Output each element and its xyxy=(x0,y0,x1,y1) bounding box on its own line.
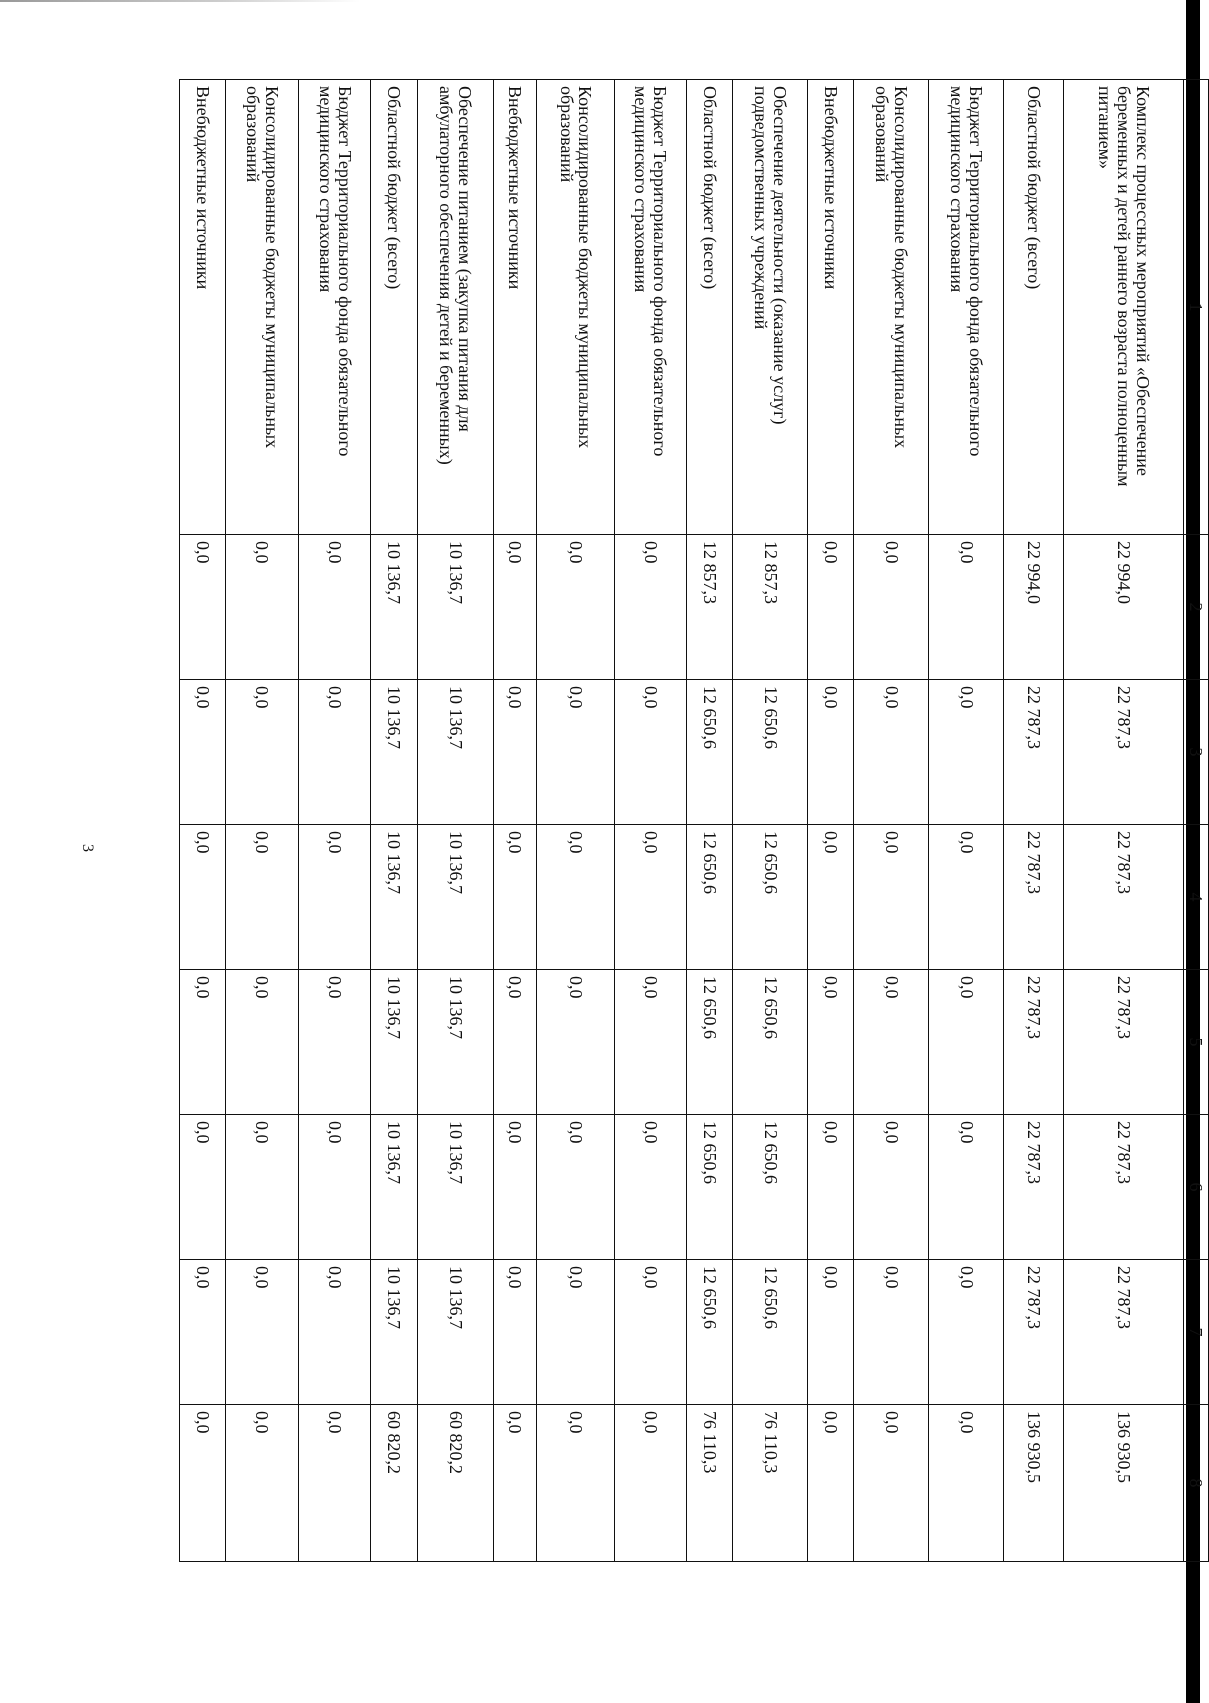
value-cell: 0,0 xyxy=(614,970,687,1115)
value-cell: 0,0 xyxy=(854,825,929,970)
value-cell: 0,0 xyxy=(929,970,1004,1115)
value-cell: 22 787,3 xyxy=(1004,970,1064,1115)
value-cell: 0,0 xyxy=(298,1405,371,1562)
value-cell: 12 650,6 xyxy=(687,825,733,970)
value-cell: 0,0 xyxy=(493,970,537,1115)
header-row xyxy=(1184,80,1209,1562)
value-cell: 136 930,5 xyxy=(1004,1405,1064,1562)
column-header: 3 xyxy=(1184,680,1209,825)
value-cell: 60 820,2 xyxy=(371,1405,417,1562)
value-cell: 0,0 xyxy=(929,825,1004,970)
value-cell: 0,0 xyxy=(226,1405,299,1562)
value-cell: 0,0 xyxy=(180,970,226,1115)
value-cell: 0,0 xyxy=(929,1260,1004,1405)
row-label-cell: Консолидированные бюджеты муниципальных образований xyxy=(537,80,614,535)
value-cell: 0,0 xyxy=(614,680,687,825)
table-row xyxy=(417,80,493,1562)
value-cell: 0,0 xyxy=(854,535,929,680)
value-cell: 0,0 xyxy=(537,535,614,680)
column-header: 8 xyxy=(1184,1405,1209,1562)
value-cell: 0,0 xyxy=(808,680,854,825)
value-cell: 22 787,3 xyxy=(1064,1115,1184,1260)
value-cell: 10 136,7 xyxy=(417,535,493,680)
table-row xyxy=(929,80,1004,1562)
value-cell: 22 787,3 xyxy=(1004,1260,1064,1405)
row-label-cell: Бюджет Территориального фонда обязательного медицинского страхования xyxy=(614,80,687,535)
value-cell: 22 787,3 xyxy=(1004,680,1064,825)
value-cell: 0,0 xyxy=(226,1260,299,1405)
value-cell: 0,0 xyxy=(180,535,226,680)
column-header: 7 xyxy=(1184,1260,1209,1405)
value-cell: 10 136,7 xyxy=(417,1260,493,1405)
value-cell: 0,0 xyxy=(226,535,299,680)
value-cell: 22 787,3 xyxy=(1004,825,1064,970)
table-row xyxy=(733,80,808,1562)
value-cell: 10 136,7 xyxy=(371,825,417,970)
table-row xyxy=(180,80,226,1562)
value-cell: 0,0 xyxy=(614,1115,687,1260)
table-row xyxy=(226,80,299,1562)
row-label-cell: Обеспечение деятельности (оказание услуг) подведомственных учреждений xyxy=(733,80,808,535)
value-cell: 10 136,7 xyxy=(417,970,493,1115)
value-cell: 0,0 xyxy=(226,680,299,825)
value-cell: 0,0 xyxy=(298,1115,371,1260)
column-header: 1 xyxy=(1184,80,1209,535)
value-cell: 10 136,7 xyxy=(371,535,417,680)
value-cell: 76 110,3 xyxy=(733,1405,808,1562)
value-cell: 0,0 xyxy=(808,535,854,680)
value-cell: 0,0 xyxy=(298,825,371,970)
table-row xyxy=(1004,80,1064,1562)
value-cell: 0,0 xyxy=(180,1405,226,1562)
value-cell: 0,0 xyxy=(614,1260,687,1405)
value-cell: 0,0 xyxy=(854,1115,929,1260)
row-label-cell: Областной бюджет (всего) xyxy=(687,80,733,535)
value-cell: 0,0 xyxy=(614,1405,687,1562)
value-cell: 10 136,7 xyxy=(371,1260,417,1405)
value-cell: 0,0 xyxy=(298,680,371,825)
value-cell: 0,0 xyxy=(929,535,1004,680)
value-cell: 0,0 xyxy=(537,1115,614,1260)
value-cell: 12 650,6 xyxy=(733,1260,808,1405)
row-label-cell: Внебюджетные источники xyxy=(808,80,854,535)
value-cell: 22 994,0 xyxy=(1004,535,1064,680)
row-label-cell: Обеспечение питанием (закупка питания для амбулаторного обеспечения детей и беременных) xyxy=(417,80,493,535)
value-cell: 0,0 xyxy=(854,1405,929,1562)
value-cell: 12 650,6 xyxy=(687,970,733,1115)
row-label-cell: Областной бюджет (всего) xyxy=(1004,80,1064,535)
value-cell: 12 857,3 xyxy=(733,535,808,680)
value-cell: 12 650,6 xyxy=(687,680,733,825)
column-header: 4 xyxy=(1184,825,1209,970)
value-cell: 10 136,7 xyxy=(417,680,493,825)
value-cell: 10 136,7 xyxy=(417,825,493,970)
value-cell: 0,0 xyxy=(537,680,614,825)
value-cell: 0,0 xyxy=(929,680,1004,825)
value-cell: 10 136,7 xyxy=(371,970,417,1115)
value-cell: 12 650,6 xyxy=(733,1115,808,1260)
value-cell: 0,0 xyxy=(180,680,226,825)
value-cell: 0,0 xyxy=(614,825,687,970)
table-body xyxy=(180,80,1184,1562)
value-cell: 0,0 xyxy=(493,825,537,970)
table-row xyxy=(493,80,537,1562)
value-cell: 0,0 xyxy=(854,680,929,825)
value-cell: 22 787,3 xyxy=(1004,1115,1064,1260)
table-row xyxy=(808,80,854,1562)
value-cell: 0,0 xyxy=(808,825,854,970)
value-cell: 12 650,6 xyxy=(687,1115,733,1260)
table-row xyxy=(854,80,929,1562)
row-label-cell: Консолидированные бюджеты муниципальных образований xyxy=(854,80,929,535)
value-cell: 60 820,2 xyxy=(417,1405,493,1562)
value-cell: 0,0 xyxy=(929,1115,1004,1260)
value-cell: 10 136,7 xyxy=(371,680,417,825)
page-number: 3 xyxy=(79,844,96,852)
value-cell: 0,0 xyxy=(537,970,614,1115)
value-cell: 0,0 xyxy=(226,825,299,970)
value-cell: 0,0 xyxy=(537,825,614,970)
value-cell: 12 650,6 xyxy=(733,825,808,970)
value-cell: 22 994,0 xyxy=(1064,535,1184,680)
table-row xyxy=(614,80,687,1562)
value-cell: 0,0 xyxy=(614,535,687,680)
value-cell: 0,0 xyxy=(854,970,929,1115)
value-cell: 22 787,3 xyxy=(1064,1260,1184,1405)
value-cell: 0,0 xyxy=(493,1115,537,1260)
value-cell: 12 650,6 xyxy=(733,970,808,1115)
rotated-table-container xyxy=(179,79,1209,1561)
budget-table xyxy=(179,79,1209,1562)
table-row xyxy=(371,80,417,1562)
table-row xyxy=(298,80,371,1562)
row-label-cell: Консолидированные бюджеты муниципальных образований xyxy=(226,80,299,535)
row-label-cell: Внебюджетные источники xyxy=(493,80,537,535)
row-label-cell: Областной бюджет (всего) xyxy=(371,80,417,535)
value-cell: 22 787,3 xyxy=(1064,970,1184,1115)
value-cell: 0,0 xyxy=(808,970,854,1115)
value-cell: 0,0 xyxy=(493,1260,537,1405)
value-cell: 76 110,3 xyxy=(687,1405,733,1562)
value-cell: 0,0 xyxy=(808,1260,854,1405)
value-cell: 10 136,7 xyxy=(371,1115,417,1260)
value-cell: 22 787,3 xyxy=(1064,825,1184,970)
value-cell: 0,0 xyxy=(226,1115,299,1260)
value-cell: 0,0 xyxy=(180,1260,226,1405)
value-cell: 0,0 xyxy=(854,1260,929,1405)
column-header: 2 xyxy=(1184,535,1209,680)
value-cell: 12 650,6 xyxy=(733,680,808,825)
value-cell: 0,0 xyxy=(298,970,371,1115)
value-cell: 22 787,3 xyxy=(1064,680,1184,825)
value-cell: 12 650,6 xyxy=(687,1260,733,1405)
value-cell: 12 857,3 xyxy=(687,535,733,680)
value-cell: 10 136,7 xyxy=(417,1115,493,1260)
value-cell: 0,0 xyxy=(226,970,299,1115)
table-row xyxy=(1064,80,1184,1562)
row-label-cell: Комплекс процессных мероприятий «Обеспечение беременных и детей раннего возраста полноценным питанием» xyxy=(1064,80,1184,535)
value-cell: 0,0 xyxy=(180,825,226,970)
table-row xyxy=(687,80,733,1562)
value-cell: 0,0 xyxy=(537,1405,614,1562)
row-label-cell: Бюджет Территориального фонда обязательного медицинского страхования xyxy=(298,80,371,535)
column-header: 5 xyxy=(1184,970,1209,1115)
value-cell: 0,0 xyxy=(493,680,537,825)
value-cell: 0,0 xyxy=(298,1260,371,1405)
row-label-cell: Внебюджетные источники xyxy=(180,80,226,535)
row-label-cell: Бюджет Территориального фонда обязательного медицинского страхования xyxy=(929,80,1004,535)
value-cell: 0,0 xyxy=(808,1115,854,1260)
value-cell: 0,0 xyxy=(493,1405,537,1562)
value-cell: 0,0 xyxy=(929,1405,1004,1562)
table-row xyxy=(537,80,614,1562)
value-cell: 0,0 xyxy=(298,535,371,680)
scan-edge-shadow xyxy=(0,0,360,2)
value-cell: 0,0 xyxy=(180,1115,226,1260)
value-cell: 0,0 xyxy=(537,1260,614,1405)
value-cell: 0,0 xyxy=(493,535,537,680)
value-cell: 136 930,5 xyxy=(1064,1405,1184,1562)
column-header: 6 xyxy=(1184,1115,1209,1260)
value-cell: 0,0 xyxy=(808,1405,854,1562)
